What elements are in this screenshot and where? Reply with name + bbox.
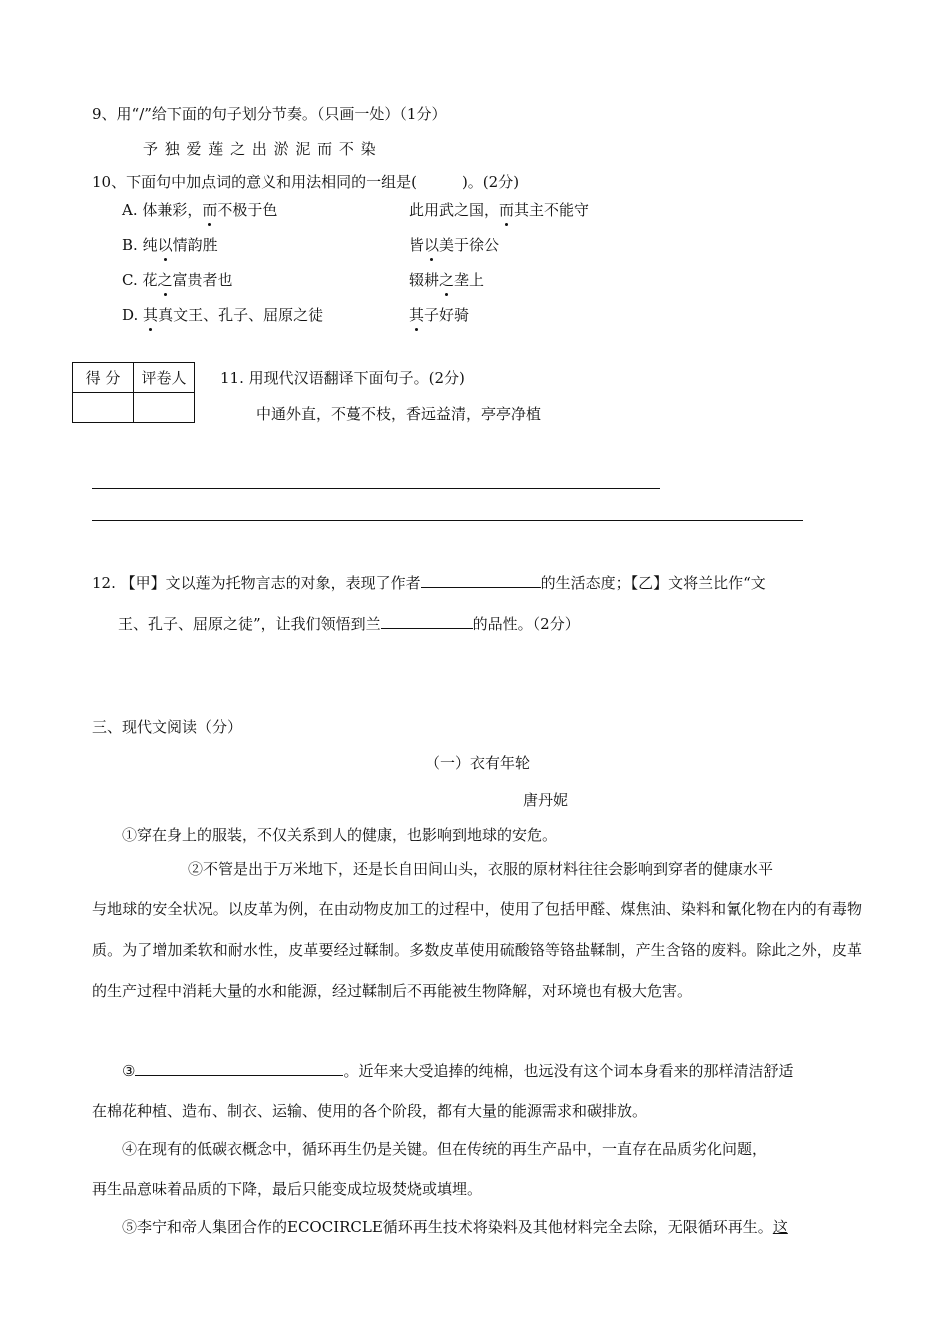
dotted-word: 以 (157, 236, 173, 254)
q9-sentence: 予 独 爱 莲 之 出 淤 泥 而 不 染 (143, 140, 377, 158)
option-text: 纯 (142, 236, 158, 254)
option-text: 富贵者也 (172, 271, 233, 289)
option-label: C. (122, 271, 138, 289)
article-title: （一）衣有年轮 (425, 754, 531, 772)
q10-title: 10、下面句中加点词的意义和用法相同的一组是( )。(2分) (92, 173, 520, 191)
dotted-word: 而 (499, 201, 515, 219)
dotted-word: 其 (143, 306, 159, 324)
option-text: 情韵胜 (172, 236, 218, 254)
q12-line2 (118, 613, 580, 634)
option-text: 真文王、孔子、屈原之徒 (158, 306, 324, 324)
option-text: 花 (142, 271, 158, 289)
option-text: 垄上 (454, 271, 485, 289)
option-text: 皆 (409, 236, 425, 254)
q12-text: 王、孔子、屈原之徒”，让我们领悟到兰 (118, 615, 381, 633)
paragraph-5-underlined: 这 (772, 1218, 788, 1236)
option-text: 体兼彩， (142, 201, 203, 219)
paragraph-3-text: 。近年来大受追捧的纯棉，也远没有这个词本身看来的那样清洁舒适 (343, 1062, 794, 1080)
q12-text: 的生活态度；【乙】文将兰比作“文 (540, 574, 766, 592)
dotted-word: 而 (202, 201, 218, 219)
q12-text: 的品性。（2分） (472, 615, 580, 633)
q10-option-b-left (122, 234, 218, 255)
paragraph-4-body: 再生品意味着品质的下降，最后只能变成垃圾焚烧或填埋。 (92, 1180, 483, 1198)
option-text: 此用武之国， (409, 201, 500, 219)
q12-text: 12. 【甲】文以莲为托物言志的对象，表现了作者 (92, 574, 421, 592)
dotted-word: 以 (424, 236, 440, 254)
dotted-word: 其 (409, 306, 425, 324)
score-cell[interactable] (73, 393, 134, 423)
option-label: A. (122, 201, 138, 219)
q9-title: 9、用“/”给下面的句子划分节奏。（只画一处）（1分） (92, 105, 447, 123)
option-text: 子好骑 (424, 306, 470, 324)
q10-option-c-right (409, 269, 484, 290)
answer-line-2[interactable] (92, 520, 803, 521)
option-label: D. (122, 306, 139, 324)
q10-option-a-right (409, 199, 589, 220)
paragraph-3-first-line (122, 1060, 793, 1081)
paragraph-2-first-line: ②不管是出于万米地下，还是长自田间山头，衣服的原材料往往会影响到穿者的健康水平 (188, 860, 774, 878)
paragraph-2-body: 与地球的安全状况。以皮革为例，在由动物皮加工的过程中，使用了包括甲醛、煤焦油、染料和氰化物在内的有毒物质。为了增加柔软和耐水性，皮革要经过鞣制。多数皮革使用硫酸铬等铬盐鞣制，产生含铬的废料。除此之外，皮革的生产过程中消耗大量的水和能源，经过鞣制后不再能被生物降解，对环境也有极大危害。 (92, 900, 862, 1000)
q11-sentence: 中通外直，不蔓不枝，香远益清，亭亭净植 (256, 405, 542, 423)
option-text: 其主不能守 (514, 201, 590, 219)
q12-line1 (92, 572, 766, 593)
paragraph-3-number: ③ (122, 1062, 136, 1080)
option-text: 不极于色 (217, 201, 278, 219)
paragraph-5-text: ⑤李宁和帝人集团合作的ECOCIRCLE循环再生技术将染料及其他材料完全去除，无限循环再生。 (122, 1218, 773, 1236)
q11-title: 11. 用现代汉语翻译下面句子。(2分) (220, 369, 465, 387)
q10-option-d-right (409, 304, 469, 325)
option-text: 辍耕 (409, 271, 440, 289)
paragraph-4-first-line: ④在现有的低碳衣概念中，循环再生仍是关键。但在传统的再生产品中，一直存在品质劣化问题， (122, 1140, 768, 1158)
grader-header: 评卷人 (134, 363, 195, 393)
q10-option-d-left (122, 304, 323, 325)
grader-cell[interactable] (134, 393, 195, 423)
paragraph-3-body: 在棉花种植、造布、制衣、运输、使用的各个阶段，都有大量的能源需求和碳排放。 (92, 1102, 648, 1120)
paragraph-5 (122, 1216, 788, 1237)
q10-option-a-left (122, 199, 277, 220)
dotted-word: 之 (439, 271, 455, 289)
option-label: B. (122, 236, 138, 254)
q10-option-b-right (409, 234, 499, 255)
paragraph-3-blank[interactable] (135, 1061, 343, 1076)
dotted-word: 之 (157, 271, 173, 289)
paragraph-1: ①穿在身上的服装，不仅关系到人的健康，也影响到地球的安危。 (122, 826, 558, 844)
option-text: 美于徐公 (439, 236, 500, 254)
section3-heading: 三、现代文阅读（分） (92, 718, 243, 736)
q10-option-c-left (122, 269, 233, 290)
q12-blank-2[interactable] (381, 614, 473, 629)
score-box (72, 362, 195, 423)
score-header: 得 分 (73, 363, 134, 393)
answer-line-1[interactable] (92, 488, 660, 489)
article-author: 唐丹妮 (523, 791, 569, 809)
q12-blank-1[interactable] (421, 573, 541, 588)
